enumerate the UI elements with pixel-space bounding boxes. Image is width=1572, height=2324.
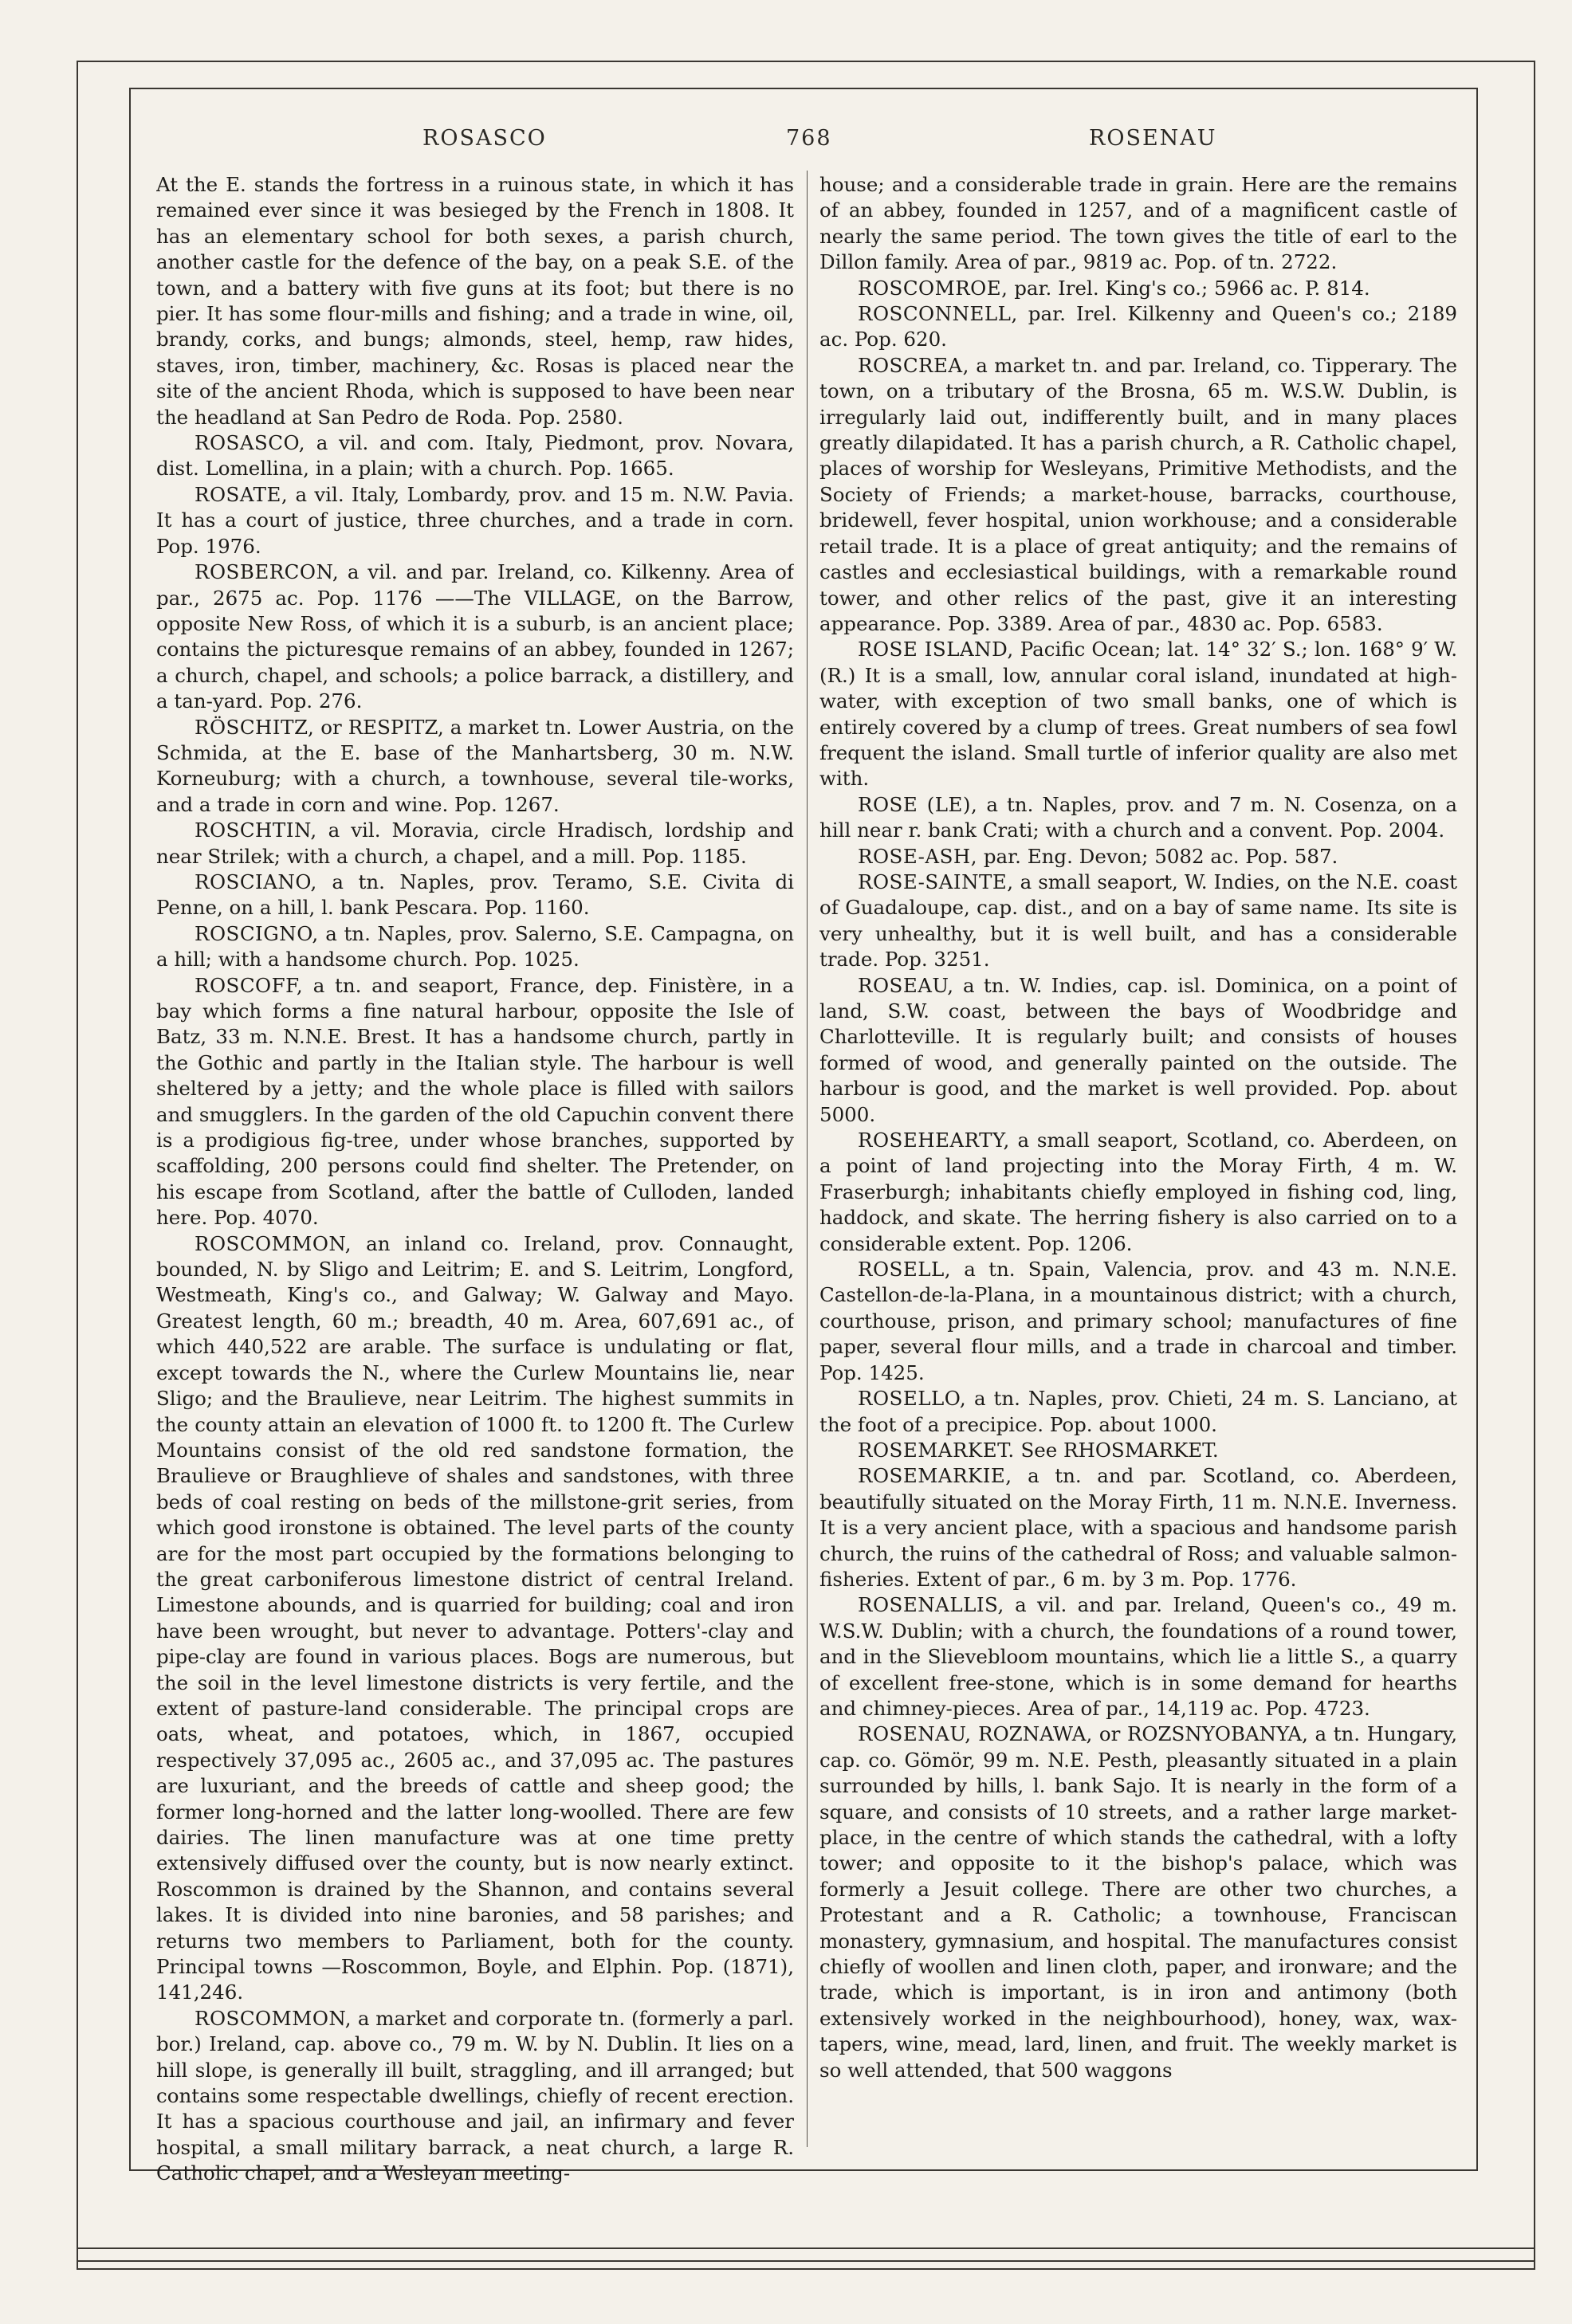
entry-headword: ROSCIGNO, bbox=[195, 921, 319, 945]
entry-text: a small seaport, W. Indies, on the N.E. coast of Guadaloupe, cap. dist., and on a bay of same name. Its site is very unhealthy, but it is well built, and has a considerable trade. Pop. 3251. bbox=[819, 870, 1457, 972]
entry-text: a vil. Italy, Lombardy, prov. and 15 m. N.W. Pavia. It has a court of justice, three churches, and a trade in corn. Pop. 1976. bbox=[156, 482, 794, 558]
entry-headword: ROSATE, bbox=[195, 482, 289, 506]
left-column bbox=[156, 172, 794, 2220]
gazetteer-entry bbox=[819, 301, 1457, 353]
gazetteer-entry bbox=[156, 715, 794, 819]
entry-text: a vil. and com. Italy, Piedmont, prov. Novara, dist. Lomellina, in a plain; with a church. Pop. 1665. bbox=[156, 431, 794, 481]
entry-text: a tn. Naples, prov. and 7 m. N. Cosenza, on a hill near r. bank Crati; with a church and a convent. Pop. 2004. bbox=[819, 792, 1457, 842]
entry-text: At the E. stands the fortress in a ruinous state, in which it has remained ever since it was besieged by the French in 1808. It has an elementary school for both sexes, a parish church, another castle for the defence of the bay, on a peak S.E. of the town, and a battery with five guns at its foot; but there is no pier. It has some flour-mills and fishing; and a trade in wine, oil, brandy, corks, and bungs; almonds, steel, hemp, raw hides, staves, iron, timber, machinery, &c. Rosas is placed near the site of the ancient Rhoda, which is supposed to have been near the headland at San Pedro de Roda. Pop. 2580. bbox=[156, 173, 794, 429]
header-right-guide-word: ROSENAU bbox=[1089, 126, 1217, 151]
entry-headword: ROSE-SAINTE, bbox=[858, 870, 1014, 893]
entry-headword: ROSENALLIS, bbox=[858, 1593, 1004, 1617]
entry-headword: ROSE-ASH, bbox=[858, 844, 978, 868]
entry-text: a tn. W. Indies, cap. isl. Dominica, on a point of land, S.W. coast, between the bays of Woodbridge and Charlotteville. It is regularly built; and consists of houses formed of wood, and generally painted on the outside. The harbour is good, and the market is well provided. Pop. about 5000. bbox=[819, 973, 1457, 1126]
entry-text: a tn. and par. Scotland, co. Aberdeen, beautifully situated on the Moray Firth, 11 m. N.N.E. Inverness. It is a very ancient place, with a spacious and handsome parish church, the ruins of the cathedral of Ross; and valuable salmon-fisheries. Extent of par., 6 m. by 3 m. Pop. 1776. bbox=[819, 1464, 1457, 1591]
entry-text: a tn. Naples, prov. Salerno, S.E. Campagna, on a hill; with a handsome church. Pop. 1025. bbox=[156, 921, 794, 972]
entry-text: a vil. and par. Ireland, Queen's co., 49 m. W.S.W. Dublin; with a church, the foundations of a round tower, and in the Slievebloom mountains, which lie a little S., a quarry of excellent free-stone, which is in some demand for hearths and chimney-pieces. Area of par., 14,119 ac. Pop. 4723. bbox=[819, 1593, 1457, 1720]
gazetteer-entry bbox=[819, 1438, 1457, 1463]
entry-headword: ROSEHEARTY, bbox=[858, 1129, 1010, 1152]
entry-text: par. Eng. Devon; 5082 ac. Pop. 587. bbox=[977, 844, 1338, 868]
right-column bbox=[819, 172, 1457, 2220]
gazetteer-entry bbox=[819, 792, 1457, 844]
entry-headword: ROSELLO, bbox=[858, 1387, 967, 1411]
entry-headword: ROSCOMMON, bbox=[195, 1231, 352, 1255]
gazetteer-entry bbox=[819, 353, 1457, 637]
entry-headword: ROSENAU, bbox=[858, 1722, 972, 1746]
entry-text: See RHOSMARKET. bbox=[1014, 1438, 1219, 1462]
entry-text: par. Irel. Kilkenny and Queen's co.; 2189 ac. Pop. 620. bbox=[819, 302, 1457, 351]
gazetteer-entry bbox=[819, 1721, 1457, 2083]
entry-text: an inland co. Ireland, prov. Connaught, bounded, N. by Sligo and Leitrim; E. and S. Leitrim, Longford, Westmeath, King's co., and Galway; W. Galway and Mayo. Greatest length, 60 m.; breadth, 40 m. Area, 607,691 ac., of which 440,522 are arable. The surface is undulating or flat, except towards the N., where the Curlew Mountains lie, near Sligo; and the Braulieve, near Leitrim. The highest summits in the county attain an elevation of 1000 ft. to 1200 ft. The Curlew Mountains consist of the old red sandstone formation, the Braulieve or Braughlieve of shales and sandstones, with three beds of coal resting on beds of the millstone-grit series, from which good ironstone is obtained. The level parts of the county are for the most part occupied by the formations belonging to the great carboniferous limestone district of central Ireland. Limestone abounds, and is quarried for building; coal and iron have been wrought, but never to advantage. Potters'-clay and pipe-clay are found in various places. Bogs are numerous, but the soil in the level limestone districts is very fertile, and the extent of pasture-land considerable. The principal crops are oats, wheat, and potatoes, which, in 1867, occupied respectively 37,095 ac., 2605 ac., and 37,095 ac. The pastures are luxuriant, and the breeds of cattle and sheep good; the former long-horned and the latter long-woolled. There are few dairies. The linen manufacture was at one time pretty extensively diffused over the county, but is now nearly extinct. Roscommon is drained by the Shannon, and contains several lakes. It is divided into nine baronies, and 58 parishes; and returns two members to Parliament, both for the county. Principal towns —Roscommon, Boyle, and Elphin. Pop. (1871), 141,246. bbox=[156, 1231, 794, 2004]
bottom-rule bbox=[77, 2247, 1535, 2249]
column-divider bbox=[807, 171, 808, 2147]
gazetteer-entry bbox=[156, 430, 794, 482]
gazetteer-entry bbox=[156, 870, 794, 921]
entry-headword: ROSCREA, bbox=[858, 353, 969, 377]
gazetteer-entry bbox=[819, 1386, 1457, 1438]
gazetteer-entry bbox=[156, 973, 794, 1231]
entry-text: a tn. Spain, Valencia, prov. and 43 m. N.N.E. Castellon-de-la-Plana, in a mountainous district; with a church, courthouse, prison, and primary school; manufactures of fine paper, several flour mills, and a trade in charcoal and timber. Pop. 1425. bbox=[819, 1258, 1457, 1384]
entry-headword: ROSCHTIN, bbox=[195, 819, 317, 842]
gazetteer-entry bbox=[156, 559, 794, 714]
entry-headword: ROSCOMMON, bbox=[195, 2006, 352, 2030]
entry-headword: ROSEMARKIE, bbox=[858, 1464, 1012, 1488]
entry-headword: RÖSCHITZ, bbox=[195, 715, 315, 739]
entry-text: a market tn. and par. Ireland, co. Tipperary. The town, on a tributary of the Brosna, 65 m. W.S.W. Dublin, is irregularly laid out, indifferently built, and in many places greatly dilapidated. It has a parish church, a R. Catholic chapel, places of worship for Wesleyans, Primitive Methodists, and the Society of Friends; a market-house, barracks, courthouse, bridewell, fever hospital, union workhouse; and a considerable retail trade. It is a place of great antiquity; and the remains of castles and ecclesiastical buildings, with a remarkable round tower, and other relics of the past, give it an interesting appearance. Pop. 3389. Area of par., 4830 ac. Pop. 6583. bbox=[819, 353, 1457, 635]
entry-headword: ROSE ISLAND, bbox=[858, 638, 1014, 661]
gazetteer-entry bbox=[156, 1231, 794, 2006]
entry-headword: ROSEAU, bbox=[858, 973, 954, 997]
gazetteer-entry bbox=[156, 482, 794, 559]
entry-text: a tn. Naples, prov. Teramo, S.E. Civita di Penne, on a hill, l. bank Pescara. Pop. 1160. bbox=[156, 870, 794, 920]
entry-headword: ROSBERCON, bbox=[195, 560, 340, 584]
entry-text: a vil. Moravia, circle Hradisch, lordship and near Strilek; with a church, a chapel, and a mill. Pop. 1185. bbox=[156, 819, 794, 868]
entry-headword: ROSELL, bbox=[858, 1258, 952, 1282]
bottom-rule-secondary bbox=[77, 2260, 1535, 2262]
entry-text: a vil. and par. Ireland, co. Kilkenny. Area of par., 2675 ac. Pop. 1176 ——The VILLAGE, on the Barrow, opposite New Ross, of which it is a suburb, is an ancient place; contains the picturesque remains of an abbey, founded in 1267; a church, chapel, and schools; a police barrack, a distillery, and a tan-yard. Pop. 276. bbox=[156, 560, 794, 713]
entry-headword: ROSE (LE), bbox=[858, 792, 978, 816]
gazetteer-entry bbox=[819, 1257, 1457, 1386]
entry-text: a small seaport, Scotland, co. Aberdeen, on a point of land projecting into the Moray Firth, 4 m. W. Fraserburgh; inhabitants chiefly employed in fishing cod, ling, haddock, and skate. The herring fishery is also carried on to a considerable extent. Pop. 1206. bbox=[819, 1129, 1457, 1255]
gazetteer-entry bbox=[819, 870, 1457, 973]
entry-text: or RESPITZ, a market tn. Lower Austria, on the Schmida, at the E. base of the Manhartsberg, 30 m. N.W. Korneuburg; with a church, a townhouse, several tile-works, and a trade in corn and wine. Pop. 1267. bbox=[156, 715, 794, 816]
entry-headword: ROSCONNELL, bbox=[858, 302, 1018, 326]
entry-text: a market and corporate tn. (formerly a parl. bor.) Ireland, cap. above co., 79 m. W. by N. Dublin. It lies on a hill slope, is generally ill built, straggling, and ill arranged; but contains some respectable dwellings, chiefly of recent erection. It has a spacious courthouse and jail, an infirmary and fever hospital, a small military barrack, a neat church, a large R. Catholic chapel, and a Wesleyan meeting- bbox=[156, 2006, 794, 2185]
header-left-guide-word: ROSASCO bbox=[422, 126, 547, 151]
entry-headword: ROSASCO, bbox=[195, 431, 305, 455]
running-header bbox=[159, 118, 1467, 155]
gazetteer-entry bbox=[819, 973, 1457, 1128]
entry-text: a tn. and seaport, France, dep. Finistère, in a bay which forms a fine natural harbour, opposite the Isle of Batz, 33 m. N.N.E. Brest. It has a handsome church, partly in the Gothic and partly in the Italian style. The harbour is well sheltered by a jetty; and the whole place is filled with sailors and smugglers. In the garden of the old Capuchin convent there is a prodigious fig-tree, under whose branches, supported by scaffolding, 200 persons could find shelter. The Pretender, on his escape from Scotland, after the battle of Culloden, landed here. Pop. 4070. bbox=[156, 973, 794, 1230]
gazetteer-entry bbox=[819, 172, 1457, 276]
entry-text: ROZNAWA, or ROZSNYOBANYA, a tn. Hungary, cap. co. Gömör, 99 m. N.E. Pesth, pleasantly situated in a plain surrounded by hills, l. bank Sajo. It is nearly in the form of a square, and consists of 10 streets, and a rather large market-place, in the centre of which stands the cathedral, with a lofty tower; and opposite to it the bishop's palace, which was formerly a Jesuit college. There are other two churches, a Protestant and a R. Catholic; a townhouse, Franciscan monastery, gymnasium, and hospital. The manufactures consist chiefly of woollen and linen cloth, paper, and ironware; and the trade, which is important, is in iron and antimony (both extensively worked in the neighbourhood), honey, wax, wax-tapers, wine, mead, lard, linen, and fruit. The weekly market is so well attended, that 500 waggons bbox=[819, 1722, 1457, 2082]
entry-headword: ROSEMARKET. bbox=[858, 1438, 1015, 1462]
entry-text: par. Irel. King's co.; 5966 ac. P. 814. bbox=[1008, 276, 1370, 300]
gazetteer-entry bbox=[819, 1463, 1457, 1592]
gazetteer-entry bbox=[156, 921, 794, 973]
entry-headword: ROSCIANO, bbox=[195, 870, 317, 893]
entry-text: house; and a considerable trade in grain. Here are the remains of an abbey, founded in 1257, and of a magnificent castle of nearly the same period. The town gives the title of earl to the Dillon family. Area of par., 9819 ac. Pop. of tn. 2722. bbox=[819, 173, 1457, 274]
gazetteer-entry bbox=[819, 844, 1457, 870]
page-number: 768 bbox=[786, 126, 832, 151]
gazetteer-entry bbox=[156, 172, 794, 430]
gazetteer-entry bbox=[156, 2006, 794, 2187]
gazetteer-entry bbox=[156, 818, 794, 870]
entry-headword: ROSCOFF, bbox=[195, 973, 304, 997]
gazetteer-entry bbox=[819, 1128, 1457, 1257]
entry-text: a tn. Naples, prov. Chieti, 24 m. S. Lanciano, at the foot of a precipice. Pop. about 1000. bbox=[819, 1387, 1457, 1436]
entry-text: Pacific Ocean; lat. 14° 32′ S.; lon. 168° 9′ W. (R.) It is a small, low, annular coral island, inundated at high-water, with exception of two small banks, one of which is entirely covered by a clump of trees. Great numbers of sea fowl frequent the island. Small turtle of inferior quality are also met with. bbox=[819, 638, 1457, 791]
gazetteer-entry bbox=[819, 637, 1457, 791]
gazetteer-entry bbox=[819, 1592, 1457, 1721]
entry-headword: ROSCOMROE, bbox=[858, 276, 1008, 300]
gazetteer-entry bbox=[819, 276, 1457, 301]
